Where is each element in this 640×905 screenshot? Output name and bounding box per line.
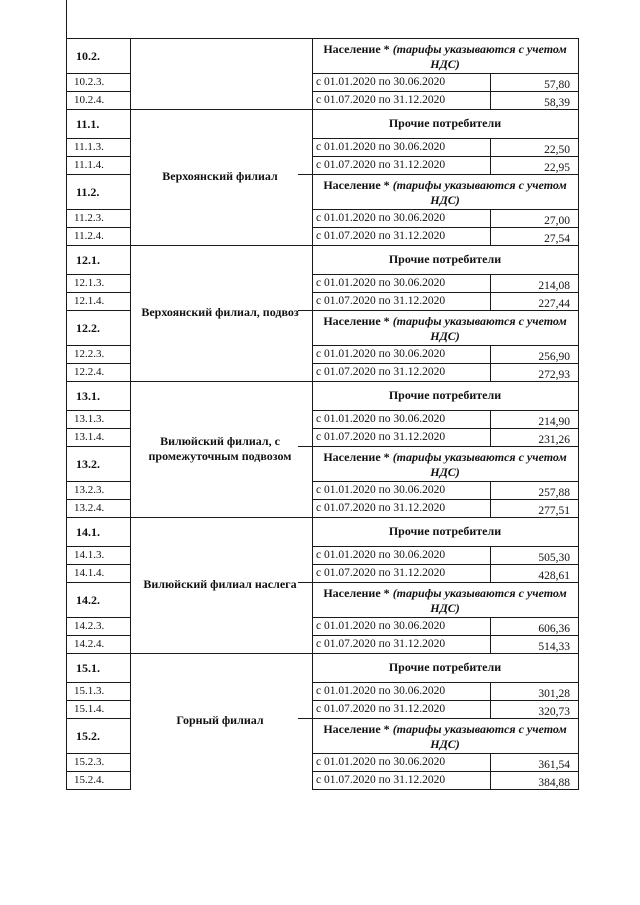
table-rule (66, 428, 131, 429)
tariff-value: 301,28 (538, 688, 570, 700)
table-rule (490, 682, 491, 700)
row-code: 13.1.3. (74, 413, 105, 425)
table-rule (66, 0, 67, 789)
tariff-value: 22,95 (544, 162, 570, 174)
table-rule (312, 546, 579, 547)
table-rule (298, 310, 579, 311)
section-title: Прочие потребители (388, 659, 502, 674)
tariff-value: 57,80 (544, 79, 570, 91)
table-rule (66, 446, 131, 447)
period-cell: с 01.01.2020 по 30.06.2020 (316, 685, 446, 697)
table-rule (66, 91, 131, 92)
section-code: 12.2. (76, 320, 100, 335)
table-rule (130, 653, 313, 654)
table-rule (312, 753, 579, 754)
period-cell: с 01.01.2020 по 30.06.2020 (316, 484, 446, 496)
period-cell: с 01.07.2020 по 31.12.2020 (316, 295, 446, 307)
table-rule (66, 363, 131, 364)
table-rule (66, 718, 131, 719)
row-code: 12.1.3. (74, 277, 105, 289)
table-rule (66, 381, 131, 382)
table-rule (66, 410, 131, 411)
row-code: 14.1.4. (74, 567, 105, 579)
row-code: 15.1.4. (74, 703, 105, 715)
table-rule (490, 345, 491, 363)
section-title: Население * (323, 722, 390, 736)
table-rule (312, 481, 579, 482)
table-rule (490, 546, 491, 564)
table-rule (312, 38, 313, 790)
table-rule (66, 345, 131, 346)
tariff-value: 361,54 (538, 759, 570, 771)
table-rule (490, 274, 491, 292)
table-rule (312, 292, 579, 293)
table-rule (312, 617, 579, 618)
section-code: 15.2. (76, 728, 100, 743)
section-code: 11.2. (76, 184, 100, 199)
branch-name: Вилюйский филиал, с промежуточным подвозом (148, 434, 292, 463)
section-header (314, 722, 576, 752)
tariff-value: 272,93 (538, 369, 570, 381)
section-header (314, 524, 576, 539)
tariff-value: 606,36 (538, 623, 570, 635)
table-rule (312, 209, 579, 210)
period-cell: с 01.07.2020 по 31.12.2020 (316, 94, 446, 106)
tariff-value: 27,54 (544, 233, 570, 245)
table-rule (298, 718, 579, 719)
table-rule (312, 700, 579, 701)
section-title: Население * (323, 314, 390, 328)
row-code: 15.1.3. (74, 685, 105, 697)
table-rule (312, 138, 579, 139)
table-rule (130, 38, 131, 789)
table-rule (130, 38, 313, 39)
row-code: 13.2.4. (74, 502, 105, 514)
section-header (314, 314, 576, 344)
tariff-value: 505,30 (538, 552, 570, 564)
table-rule (490, 635, 491, 653)
table-rule (298, 582, 579, 583)
table-rule (66, 700, 131, 701)
table-rule (66, 73, 131, 74)
tariff-value: 428,61 (538, 570, 570, 582)
section-note: (тарифы указываются с учетом НДС) (392, 314, 567, 343)
tariff-value: 514,33 (538, 641, 570, 653)
table-rule (66, 310, 131, 311)
section-title: Население * (323, 450, 390, 464)
period-cell: с 01.07.2020 по 31.12.2020 (316, 502, 446, 514)
section-title: Население * (323, 42, 390, 56)
section-header (314, 116, 576, 131)
row-code: 15.2.3. (74, 756, 105, 768)
table-rule (490, 156, 491, 174)
table-rule (490, 410, 491, 428)
tariff-value: 214,90 (538, 416, 570, 428)
table-rule (66, 274, 131, 275)
section-note: (тарифы указываются с учетом НДС) (392, 450, 567, 479)
table-rule (66, 138, 131, 139)
table-rule (298, 446, 579, 447)
tariff-value: 58,39 (544, 97, 570, 109)
tariff-value: 257,88 (538, 487, 570, 499)
section-code: 12.1. (76, 252, 100, 267)
section-header (314, 450, 576, 480)
table-rule (130, 517, 313, 518)
section-title: Население * (323, 586, 390, 600)
table-rule (298, 174, 579, 175)
table-rule (490, 292, 491, 310)
table-rule (312, 564, 579, 565)
table-rule (66, 481, 131, 482)
table-rule (312, 635, 579, 636)
table-rule (490, 91, 491, 109)
table-rule (66, 546, 131, 547)
section-note: (тарифы указываются с учетом НДС) (392, 42, 567, 71)
table-rule (66, 499, 131, 500)
table-rule (490, 753, 491, 771)
section-header (314, 660, 576, 675)
row-code: 10.2.3. (74, 76, 105, 88)
table-rule (490, 227, 491, 245)
table-rule (490, 771, 491, 789)
section-header (314, 178, 576, 208)
table-rule (66, 653, 131, 654)
row-code: 14.2.3. (74, 620, 105, 632)
tariff-value: 320,73 (538, 706, 570, 718)
row-code: 12.2.3. (74, 348, 105, 360)
section-code: 14.2. (76, 592, 100, 607)
section-header (314, 42, 576, 72)
table-rule (312, 499, 579, 500)
table-rule (490, 499, 491, 517)
table-rule (312, 428, 579, 429)
section-title: Прочие потребители (388, 251, 502, 266)
table-rule (312, 274, 579, 275)
section-note: (тарифы указываются с учетом НДС) (392, 586, 567, 615)
period-cell: с 01.07.2020 по 31.12.2020 (316, 567, 446, 579)
period-cell: с 01.01.2020 по 30.06.2020 (316, 212, 446, 224)
table-rule (66, 227, 131, 228)
table-rule (312, 91, 579, 92)
period-cell: с 01.07.2020 по 31.12.2020 (316, 230, 446, 242)
section-title: Прочие потребители (388, 387, 502, 402)
table-rule (490, 700, 491, 718)
row-code: 11.1.3. (74, 141, 104, 153)
table-rule (130, 381, 313, 382)
table-rule (66, 517, 131, 518)
section-header (314, 586, 576, 616)
table-rule (130, 245, 313, 246)
table-rule (312, 73, 579, 74)
table-rule (490, 363, 491, 381)
table-rule (66, 174, 131, 175)
table-rule (66, 771, 131, 772)
period-cell: с 01.07.2020 по 31.12.2020 (316, 774, 446, 786)
table-rule (490, 617, 491, 635)
section-code: 13.1. (76, 388, 100, 403)
table-rule (66, 753, 131, 754)
table-rule (312, 682, 579, 683)
tariff-value: 256,90 (538, 351, 570, 363)
section-note: (тарифы указываются с учетом НДС) (392, 178, 567, 207)
row-code: 14.1.3. (74, 549, 105, 561)
table-rule (312, 156, 579, 157)
table-rule (66, 789, 131, 790)
table-rule (66, 582, 131, 583)
tariff-value: 231,26 (538, 434, 570, 446)
section-code: 13.2. (76, 456, 100, 471)
period-cell: с 01.07.2020 по 31.12.2020 (316, 159, 446, 171)
tariff-value: 22,50 (544, 144, 570, 156)
tariff-value: 214,08 (538, 280, 570, 292)
period-cell: с 01.01.2020 по 30.06.2020 (316, 277, 446, 289)
table-rule (490, 138, 491, 156)
section-header (314, 252, 576, 267)
period-cell: с 01.01.2020 по 30.06.2020 (316, 141, 446, 153)
table-rule (312, 410, 579, 411)
row-code: 12.1.4. (74, 295, 105, 307)
row-code: 12.2.4. (74, 366, 105, 378)
table-rule (312, 771, 579, 772)
table-rule (66, 292, 131, 293)
row-code: 11.2.4. (74, 230, 104, 242)
table-rule (490, 428, 491, 446)
period-cell: с 01.01.2020 по 30.06.2020 (316, 413, 446, 425)
section-code: 14.1. (76, 524, 100, 539)
branch-name: Верхоянский филиал (162, 169, 278, 183)
row-code: 14.2.4. (74, 638, 105, 650)
section-note: (тарифы указываются с учетом НДС) (392, 722, 567, 751)
period-cell: с 01.01.2020 по 30.06.2020 (316, 756, 446, 768)
table-rule (66, 156, 131, 157)
table-rule (66, 682, 131, 683)
section-code: 11.1. (76, 116, 100, 131)
table-rule (66, 109, 131, 110)
section-code: 10.2. (76, 48, 100, 63)
period-cell: с 01.07.2020 по 31.12.2020 (316, 638, 446, 650)
table-rule (312, 363, 579, 364)
branch-name: Вилюйский филиал наслега (143, 577, 297, 591)
table-rule (578, 38, 579, 790)
section-header (314, 388, 576, 403)
tariff-value: 27,00 (544, 215, 570, 227)
period-cell: с 01.07.2020 по 31.12.2020 (316, 366, 446, 378)
section-title: Население * (323, 178, 390, 192)
row-code: 15.2.4. (74, 774, 105, 786)
table-rule (66, 209, 131, 210)
table-rule (66, 635, 131, 636)
table-rule (66, 564, 131, 565)
table-rule (66, 38, 131, 39)
tariff-value: 227,44 (538, 298, 570, 310)
table-rule (66, 245, 131, 246)
period-cell: с 01.01.2020 по 30.06.2020 (316, 549, 446, 561)
tariff-value: 277,51 (538, 505, 570, 517)
section-code: 15.1. (76, 660, 100, 675)
table-rule (490, 564, 491, 582)
row-code: 11.2.3. (74, 212, 104, 224)
section-title: Прочие потребители (388, 523, 502, 538)
row-code: 13.1.4. (74, 431, 105, 443)
table-rule (312, 789, 579, 790)
period-cell: с 01.07.2020 по 31.12.2020 (316, 431, 446, 443)
table-rule (490, 481, 491, 499)
period-cell: с 01.01.2020 по 30.06.2020 (316, 76, 446, 88)
row-code: 13.2.3. (74, 484, 105, 496)
table-rule (490, 209, 491, 227)
row-code: 11.1.4. (74, 159, 104, 171)
table-rule (130, 109, 313, 110)
table-rule (312, 345, 579, 346)
period-cell: с 01.01.2020 по 30.06.2020 (316, 348, 446, 360)
table-rule (66, 617, 131, 618)
branch-name: Горный филиал (176, 713, 264, 727)
tariff-value: 384,88 (538, 777, 570, 789)
branch-name: Верхоянский филиал, подвоз (141, 305, 299, 319)
period-cell: с 01.01.2020 по 30.06.2020 (316, 620, 446, 632)
table-rule (490, 73, 491, 91)
row-code: 10.2.4. (74, 94, 105, 106)
period-cell: с 01.07.2020 по 31.12.2020 (316, 703, 446, 715)
section-title: Прочие потребители (388, 115, 502, 130)
table-rule (312, 227, 579, 228)
